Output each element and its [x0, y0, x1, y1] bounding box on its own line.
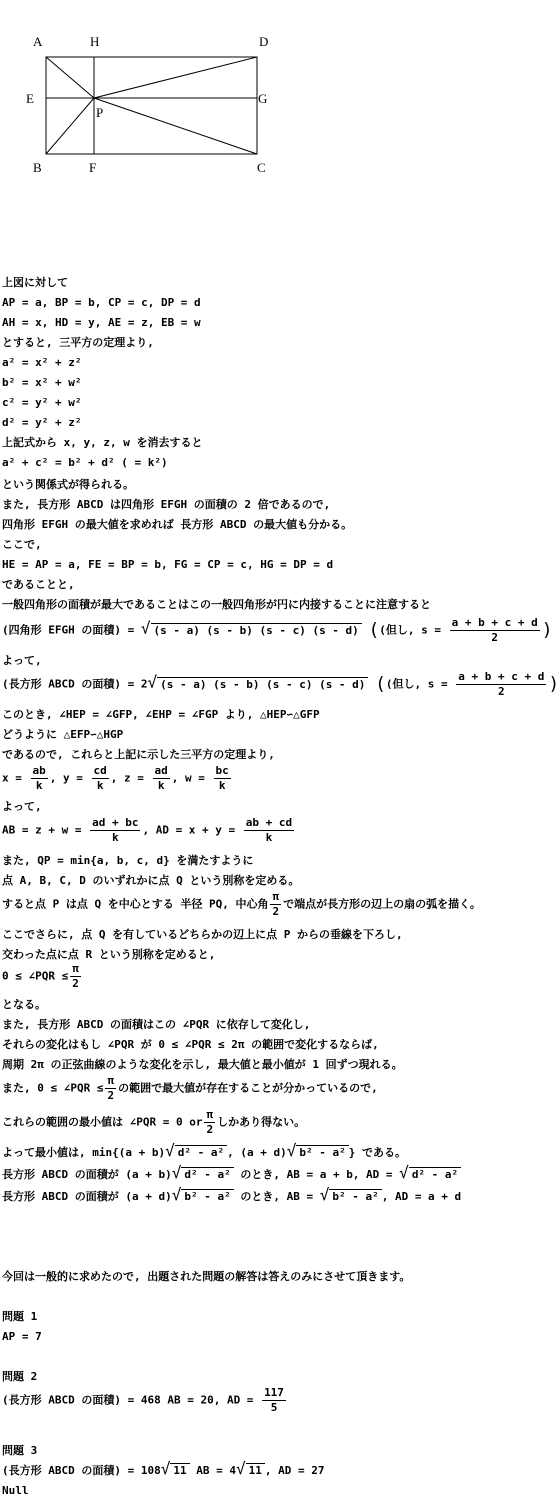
label-e: E	[26, 91, 34, 106]
line-ap	[46, 57, 94, 98]
text-line: AH = x, HD = y, AE = z, EB = w	[2, 316, 201, 329]
text-line: すると点 P は点 Q を中心とする 半径 PQ, 中心角 $\frac{\pi}{2}$ で端点が長方形の辺上の扇の弧を描く。	[2, 890, 481, 918]
text-line: 四角形 EFGH の最大値を求めれば 長方形 ABCD の最大値も分かる。	[2, 518, 353, 531]
text-line: 上図に対して	[2, 276, 68, 289]
equation: b² = x² + w²	[2, 376, 82, 389]
label-h: H	[90, 34, 100, 49]
equation-quad-area: (四角形 EFGH の面積) = √ (s - a) (s - b) (s - c) (s - d) ((但し, s = $\frac{a + b + c + d}{2}$ )	[2, 616, 553, 644]
label-a: A	[33, 34, 43, 49]
text-line: これらの範囲の最小値は ∠PQR = 0 or $\frac{\pi}{2}$ しかあり得ない。	[2, 1108, 306, 1136]
text-line: 周期 2π の正弦曲線のような変化を示し, 最大値と最小値が 1 回ずつ現れる。	[2, 1058, 403, 1071]
text-line: という関係式が得られる。	[2, 478, 134, 491]
text-line: よって,	[2, 654, 42, 667]
label-c: C	[257, 160, 266, 175]
problem-2-answer: (長方形 ABCD の面積) = 468 AB = 20, AD = $\frac{117}{5}$	[2, 1386, 284, 1414]
equation-rect-area: (長方形 ABCD の面積) = 2√ (s - a) (s - b) (s - c) (s - d) ((但し, s = $\frac{a + b + c + d}{2}$ )	[2, 670, 559, 698]
equation: d² = y² + z²	[2, 416, 82, 429]
text-line: とすると, 三平方の定理より,	[2, 336, 154, 349]
radical: (s - a) (s - b) (s - c) (s - d)	[151, 623, 362, 638]
label-p: P	[96, 105, 104, 120]
rectangle-abcd	[46, 57, 257, 154]
text-line: また, 長方形 ABCD の面積はこの ∠PQR に依存して変化し,	[2, 1018, 311, 1031]
equation-ab-ad: AB = z + w = $\frac{ad + bc}{k}$ , AD = x + y = $\frac{ab + cd}{k}$	[2, 816, 293, 844]
equation: a² + c² = b² + d² ( = k²)	[2, 456, 168, 469]
equation: c² = y² + w²	[2, 396, 82, 409]
text-line: それらの変化はもし ∠PQR が 0 ≤ ∠PQR ≤ 2π の範囲で変化するならば,	[2, 1038, 379, 1051]
line-dp	[94, 57, 257, 98]
text-line: 一般四角形の面積が最大であることはこの一般四角形が円に内接することに注意すると	[2, 598, 431, 611]
text-line: このとき, ∠HEP = ∠GFP, ∠EHP = ∠FGP より, △HEP∽△GFP	[2, 708, 320, 721]
equation-min: よって最小値は, min{(a + b)√ d² - a² , (a + d)√ b² - a² } である。	[2, 1141, 406, 1160]
text-line: また, 0 ≤ ∠PQR ≤ $\frac{\pi}{2}$ の範囲で最大値が存在することが分かっているので,	[2, 1074, 378, 1102]
text-line: AP = a, BP = b, CP = c, DP = d	[2, 296, 201, 309]
text-line: 今回は一般的に求めたので, 出題された問題の解答は答えのみにさせて頂きます。	[2, 1270, 411, 1283]
radical: (s - a) (s - b) (s - c) (s - d)	[157, 677, 368, 692]
text-line: 点 A, B, C, D のいずれかに点 Q という別称を定める。	[2, 874, 300, 887]
problem-1-answer: AP = 7	[2, 1330, 42, 1343]
label-d: D	[259, 34, 269, 49]
text-line: また, QP = min{a, b, c, d} を満たすように	[2, 854, 254, 867]
text-line: 交わった点に点 R という別称を定めると,	[2, 948, 216, 961]
equation-xyzw: x = $\frac{ab}{k}$ , y = $\frac{cd}{k}$ , z = $\frac{ad}{k}$ , w = $\frac{bc}{k}$	[2, 764, 229, 792]
line-cp	[94, 98, 257, 154]
problem-3-answer: (長方形 ABCD の面積) = 108√ 11 AB = 4√ 11 , AD = 27	[2, 1459, 325, 1478]
problem-3-title: 問題 3	[2, 1444, 38, 1457]
equation: a² = x² + z²	[2, 356, 82, 369]
text-line: どうように △EFP∽△HGP	[2, 728, 124, 741]
equation-case2: 長方形 ABCD の面積が (a + d)√ b² - a² のとき, AB = √ b² - a² , AD = a + d	[2, 1185, 462, 1204]
text-line: であるので, これらと上記に示した三平方の定理より,	[2, 748, 275, 761]
null-text: Null	[2, 1484, 29, 1497]
problem-2-title: 問題 2	[2, 1370, 38, 1383]
problem-1-title: 問題 1	[2, 1310, 38, 1323]
line-bp	[46, 98, 94, 154]
label-g: G	[258, 91, 268, 106]
text-line: また, 長方形 ABCD は四角形 EFGH の面積の 2 倍であるので,	[2, 498, 331, 511]
text-line: ここで,	[2, 538, 42, 551]
label-f: F	[89, 160, 97, 175]
label-b: B	[33, 160, 42, 175]
text-line: となる。	[2, 998, 46, 1011]
text-line: 上記式から x, y, z, w を消去すると	[2, 436, 203, 449]
text-line: であることと,	[2, 578, 75, 591]
equation-case1: 長方形 ABCD の面積が (a + b)√ d² - a² のとき, AB = a + b, AD = √ d² - a²	[2, 1166, 461, 1182]
rectangle-figure	[0, 0, 542, 200]
text-line: よって,	[2, 800, 42, 813]
text-line: ここでさらに, 点 Q を有しているどちらかの辺上に点 P からの垂線を下ろし,	[2, 928, 403, 941]
equation-angle-range: 0 ≤ ∠PQR ≤ $\frac{\pi}{2}$	[2, 962, 79, 990]
equation: HE = AP = a, FE = BP = b, FG = CP = c, HG = DP = d	[2, 558, 334, 571]
